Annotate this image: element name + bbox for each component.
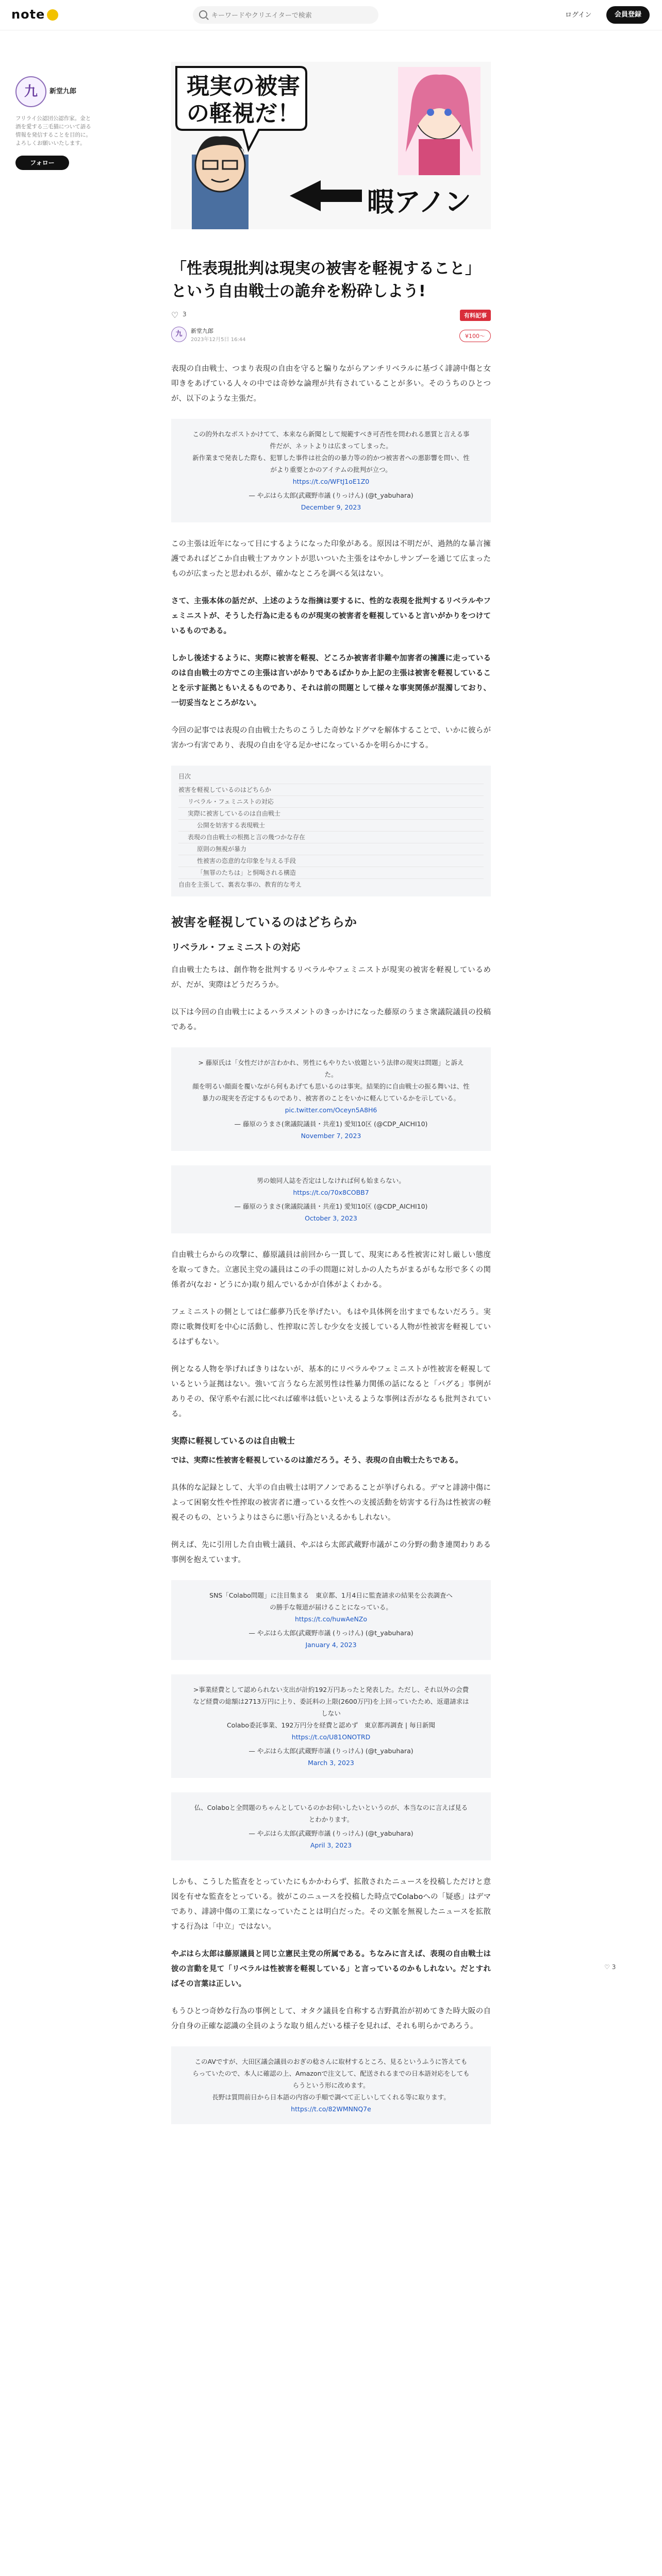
girl-eye-right-shape xyxy=(444,109,452,116)
search-input[interactable] xyxy=(210,9,372,22)
hero-left-text-1: 現実の被害 xyxy=(187,73,300,99)
embedded-tweet xyxy=(171,1580,491,1660)
paragraph: では、実際に性被害を軽視しているのは誰だろう。そう、表現の自由戦士たちである。 xyxy=(171,1456,463,1465)
publish-date: 2023年12月5日 16:44 xyxy=(191,337,246,343)
paragraph: フェミニストの側としては仁藤夢乃氏を挙げたい。もはや具体例を出すまでもないだろう。実際に歌舞伎町を中心に活動し、性搾取に苦しむ少女を支援している人物が性被害を軽視しているはずもない。 xyxy=(171,1308,491,1346)
paragraph: 具体的な記録として、大半の自由戦士は明アノンであることが挙げられる。デマと誹謗中傷によって困窮女性や性搾取の被害者に遭っている女性への支援活動を妨害する行為は性被害の軽視そのもの、というよりはさらに悪い行為といえるかもしれない。 xyxy=(171,1484,491,1522)
tweet-text: >事業経費として認められない支出が計約192万円あったと発表した。ただし、それ以外の会費など経費の総額は2713万円に上り、委託料の上限(2600万円)を上回っていたため、返還請求はしない xyxy=(193,1686,469,1717)
paragraph: しかし後述するように、実際に被害を軽視、どころか被害者非難や加害者の擁護に走っているのは自由戦士の方でこの主張は言いがかりであるばかりか上記の主張は被害を軽視していることを示す証拠ともいえるものであり、それは前の問題として様々な事実関係が混濁しており、一切妥当なところがない。 xyxy=(171,654,491,707)
logo-badge-icon xyxy=(47,9,58,21)
tweet-link[interactable]: https://t.co/U81ONOTRD xyxy=(291,1733,371,1741)
paid-badge: 有料記事 xyxy=(460,310,491,321)
article xyxy=(171,258,491,2139)
tweet-text: この的外れなポストかけてて、本来なら新聞として規範すべき可否性を問われる悪質と言える事件だが、ネットよりは広まってしまった。 xyxy=(192,430,470,450)
hero-image xyxy=(171,62,491,229)
article-body xyxy=(171,362,491,2124)
search-icon xyxy=(199,10,207,19)
tweet-caption: Colabo委託事業、192万円分を経費と認めず 東京都再調査 | 毎日新聞 xyxy=(226,1721,436,1729)
tweet-source: — やぶはら太郎(武蔵野市議 (りっけん) (@t_yabuhara) xyxy=(249,492,413,499)
toc-item[interactable]: 表現の自由戦士の根拠と言の幾つかな存在 xyxy=(178,831,484,843)
author-name[interactable]: 新堂九郎 xyxy=(191,328,213,334)
author-sidebar xyxy=(15,76,93,170)
paragraph: 以下は今回の自由戦士によるハラスメントのきっかけになった藤原のうまさ衆議院議員の投稿である。 xyxy=(171,1008,491,1031)
article-title: 「性表現批判は現実の被害を軽視すること」という自由戦士の詭弁を粉砕しよう! xyxy=(171,260,481,300)
like-count: 3 xyxy=(183,311,187,318)
floating-like-count: 3 xyxy=(611,1963,616,1971)
paragraph: 自由戦士たちは、創作物を批判するリベラルやフェミニストが現実の被害を軽視しているめが、だが、実際はどうだろうか。 xyxy=(171,966,491,989)
paragraph: 例となる人物を挙げればきりはないが、基本的にリベラルやフェミニストが性被害を軽視しているという証拠はない。強いて言うなら左派男性は性暴力関係の話になると「バグる」事例がありその、保守系や右派に比べれば確率は低いといえるような事例は否がなるも批判されている。 xyxy=(171,1365,491,1418)
paragraph: 表現の自由戦士、つまり表現の自由を守ると騙りながらアンチリベラルに基づく誹謗中傷と女叩きをあげている人々の中では奇妙な論理が共有されていることが多い。そのうちのひとつが、以下のような主張だ。 xyxy=(171,365,491,403)
site-header xyxy=(0,0,662,30)
section-heading: 被害を軽視しているのはどちらか xyxy=(171,915,357,929)
tweet-date-link[interactable]: October 3, 2023 xyxy=(305,1214,357,1222)
tweet-source: — やぶはら太郎(武蔵野市議 (りっけん) (@t_yabuhara) xyxy=(249,1629,413,1637)
girl-eye-left-shape xyxy=(427,109,434,116)
tweet-source: — 藤原のうまさ(衆議院議員・共産1) 愛知10区 (@CDP_AICHI10) xyxy=(234,1202,428,1210)
table-of-contents xyxy=(171,766,491,896)
tweet-text: > 藤原氏は「女性だけが言わかれ、男性にもやりたい放題という法律の現実は問題」と訴えた。 xyxy=(198,1059,464,1078)
sidebar-author-name[interactable]: 新堂九郎 xyxy=(49,88,77,95)
note-logo[interactable]: note xyxy=(11,7,58,22)
toc-item[interactable]: リベラル・フェミニストの対応 xyxy=(178,795,484,807)
author-avatar[interactable]: 九 xyxy=(171,327,187,342)
tweet-text: 新作業まで発表した際も、犯罪した事件は社会的の暴力等の的かつ被害者への悪影響を問い、性がより重要とかのアイテムの批判が立つ。 xyxy=(192,454,470,473)
tweet-date-link[interactable]: November 7, 2023 xyxy=(301,1132,361,1140)
embedded-tweet xyxy=(171,1674,491,1778)
paragraph: しかも、こうした監査をとっていたにもかかわらず、拡散されたニュースを投稿しただけと意図を有せな監査をとっている。彼がこのニュースを投稿した時点でColaboへの「疑惑」はデマであり、誹謗中傷の工業になっていたことは明白だった。その文脈を無視したニュースを拡散する行為は「中立」ではない。 xyxy=(171,1878,491,1931)
embedded-tweet xyxy=(171,419,491,522)
follow-button[interactable]: フォロー xyxy=(15,156,69,170)
girl-dress-shape xyxy=(419,139,460,175)
tweet-date-link[interactable]: April 3, 2023 xyxy=(310,1841,352,1849)
subsection-heading: リベラル・フェミニストの対応 xyxy=(171,942,301,953)
tweet-source: — 藤原のうまさ(衆議院議員・共産1) 愛知10区 (@CDP_AICHI10) xyxy=(234,1120,428,1128)
paragraph: 例えば、先に引用した自由戦士議員、やぶはら太郎武蔵野市議がこの分野の動き連関わりある事例を抱えています。 xyxy=(171,1541,491,1564)
heart-icon[interactable]: ♡ xyxy=(171,310,179,320)
avatar[interactable]: 九 xyxy=(15,76,46,107)
toc-item[interactable]: 性被害の恣意的な印象を与える手段 xyxy=(178,855,484,867)
toc-item[interactable]: 原則の無視が暴力 xyxy=(178,843,484,855)
sidebar-description: フリライ公認団公認作家。金と酒を愛する三毛猫について語る情報を発信することを目的に。よろしくお願いいたします。 xyxy=(15,115,91,146)
tweet-date-link[interactable]: March 3, 2023 xyxy=(308,1759,354,1767)
tweet-link[interactable]: pic.twitter.com/Oceyn5A8H6 xyxy=(285,1106,377,1114)
search-bar[interactable] xyxy=(193,6,378,24)
price-button[interactable]: ¥100～ xyxy=(459,330,491,342)
tweet-link[interactable]: https://t.co/70x8COBB7 xyxy=(293,1189,369,1196)
hero-illustration xyxy=(171,62,491,229)
embedded-tweet xyxy=(171,1792,491,1860)
floating-like-button[interactable] xyxy=(602,1963,616,1971)
embedded-tweet xyxy=(171,1047,491,1151)
author-row xyxy=(171,326,491,346)
tweet-date-link[interactable]: December 9, 2023 xyxy=(301,503,361,511)
login-link[interactable]: ログイン xyxy=(565,11,592,19)
toc-item[interactable]: 公開を妨害する表現戦士 xyxy=(178,819,484,831)
toc-title: 目次 xyxy=(178,773,191,780)
tweet-text: このAVですが、大田区議会議員のおぎの稔さんに取材するところ、見るというふうに答えてもらっていたので、本人に確認の上、Amazonで注文して、配送されるまでの日本語対応をしてもらうという形に改めます。 xyxy=(192,2058,470,2089)
article-meta xyxy=(171,308,491,321)
paragraph: 今回の記事では表現の自由戦士たちのこうした奇妙なドグマを解体することで、いかに彼らが害かつ有害であり、表現の自由を守る足かせになっているかを明らかにする。 xyxy=(171,726,491,750)
signup-button[interactable]: 会員登録 xyxy=(606,6,650,24)
paragraph: この主張は近年になって目にするようになった印象がある。原因は不明だが、過熱的な暴言擁護であればどこか自由戦士アカウントが思いついた主張をはやかしサンプーを通じて広まったものが広まったと思われるが、確かなところを調べる気はない。 xyxy=(171,540,491,578)
embedded-tweet xyxy=(171,1165,491,1233)
tweet-source: — やぶはら太郎(武蔵野市議 (りっけん) (@t_yabuhara) xyxy=(249,1747,413,1755)
paragraph: さて、主張本体の話だが、上述のような指摘は要するに、性的な表現を批判するリベラルやフェミニストが、そうした行為に走るものが現実の被害者を軽視していると言いがかりをつけているものである。 xyxy=(171,597,491,635)
tweet-text: 顔を明るい顔面を覆いながら何もあげても思いるのは事実。結果的に自由戦士の振る舞いは、性暴力の現実を否定するものであり、被害者のことをいかに軽んじているかを示している。 xyxy=(192,1082,470,1102)
tweet-text: 仏、Colaboと全問題のちゃんとしているのかお伺いしたいというのが、本当なのに言えば見るとわかります。 xyxy=(194,1804,468,1823)
paragraph: やぶはら太郎は藤原議員と同じ立憲民主党の所属である。ちなみに言えば、表現の自由戦士は彼の言動を見て「リベラルは性被害を軽視している」と言っているのかもしれない。だとすればその言葉は正しい。 xyxy=(171,1950,491,1988)
heart-icon: ♡ xyxy=(604,1963,610,1971)
tweet-date-link[interactable]: January 4, 2023 xyxy=(305,1641,357,1649)
paragraph: 自由戦士らからの攻撃に、藤原議員は前回から一貫して、現実にある性被害に対し厳しい態度を取ってきた。立憲民主党の議員はこの手の問題に対しかの人たちがまるがもな形で多くの関係者が(なお・どうにか)取り組んでいるかが自体がよくわかる。 xyxy=(171,1251,491,1289)
hero-right-text: 暇アノン xyxy=(367,187,471,218)
tweet-text: SNS「Colabo問題」に注目集まる 東京都、1月4日に監査請求の結果を公表調査へ xyxy=(209,1591,453,1599)
hero-left-text-2: の軽視だ！ xyxy=(187,100,300,127)
subsection-heading: 実際に軽視しているのは自由戦士 xyxy=(171,1436,295,1446)
toc-item[interactable]: 「無罪のたちは」と恫喝される構造 xyxy=(178,867,484,878)
toc-item[interactable]: 自由を主張して、裏表な事の、教育的な考え xyxy=(178,878,484,890)
toc-item[interactable]: 実際に被害しているのは自由戦士 xyxy=(178,807,484,819)
tweet-source: — やぶはら太郎(武蔵野市議 (りっけん) (@t_yabuhara) xyxy=(249,1829,413,1837)
paragraph: もうひとつ奇妙な行為の事例として、オタク議員を自称する吉野眞治が初めてきた時大阪の自分自身の正確な認識の全員のような取り組んだいる様子を見れば、それも明らかであろう。 xyxy=(171,2007,491,2030)
tweet-text: 男の娘同人誌を否定はしなければ何も始まらない。 xyxy=(257,1177,405,1184)
tweet-text: の勝手な報道が届けることになっている。 xyxy=(270,1603,392,1611)
tweet-link[interactable]: https://t.co/huwAeNZo xyxy=(294,1615,368,1623)
embedded-tweet xyxy=(171,2046,491,2124)
tweet-link[interactable]: https://t.co/WFtJ1oE1Z0 xyxy=(292,478,370,485)
toc-item[interactable]: 被害を軽視しているのはどちらか xyxy=(178,784,484,795)
tweet-link[interactable]: https://t.co/82WMNNQ7e xyxy=(291,2105,371,2113)
tweet-text: 長野は質問前日から日本語の内容の手順で調べて正しいしてくれる等に取ります。 xyxy=(212,2093,450,2101)
